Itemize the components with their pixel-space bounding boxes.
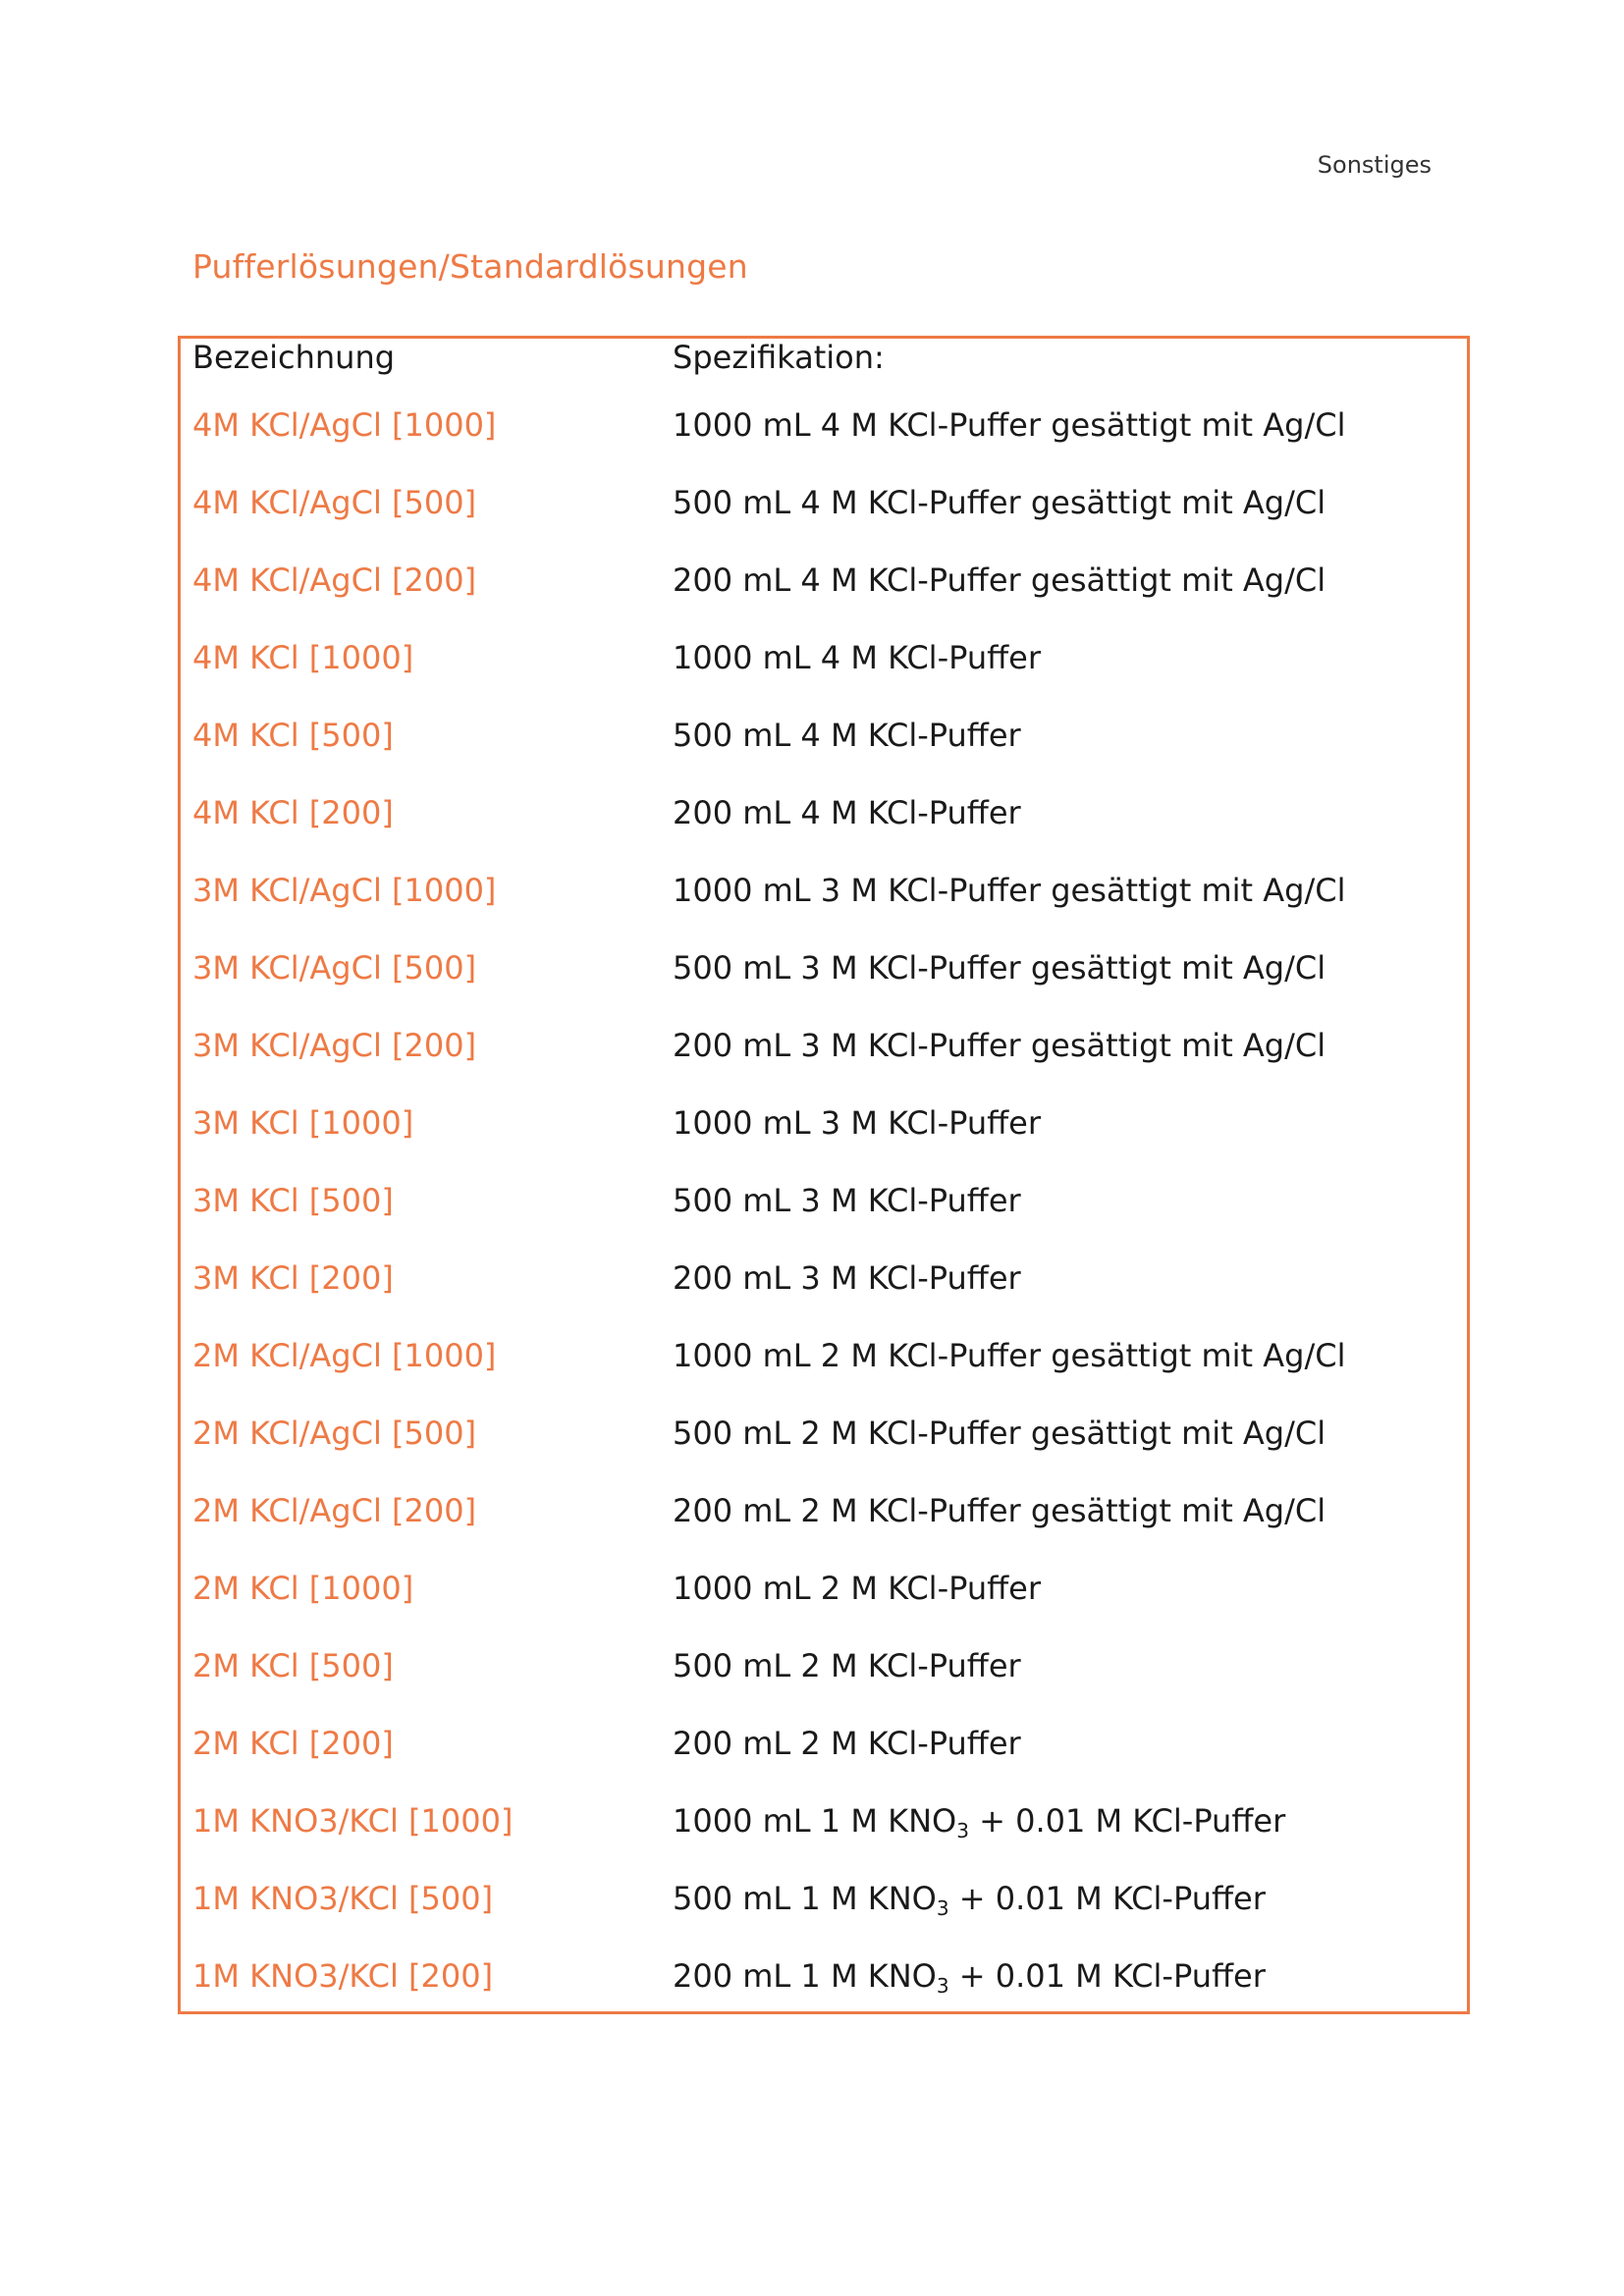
product-name: 4M KCl/AgCl [1000] [192, 406, 497, 444]
product-spec: 500 mL 3 M KCl-Puffer gesättigt mit Ag/Cl [673, 949, 1326, 987]
table-row [192, 636, 1459, 679]
product-spec: 500 mL 3 M KCl-Puffer [673, 1182, 1021, 1219]
table-row [192, 1101, 1459, 1145]
product-name: 4M KCl/AgCl [200] [192, 561, 477, 599]
product-name: 3M KCl/AgCl [200] [192, 1027, 477, 1064]
product-spec: 500 mL 2 M KCl-Puffer gesättigt mit Ag/Cl [673, 1415, 1326, 1452]
page-header-label: Sonstiges [1317, 151, 1432, 179]
product-spec: 1000 mL 4 M KCl-Puffer gesättigt mit Ag/Cl [673, 406, 1346, 444]
table-row [192, 559, 1459, 602]
table-row [192, 1954, 1459, 1998]
product-name: 3M KCl [200] [192, 1259, 394, 1297]
table-row [192, 1644, 1459, 1687]
product-name: 1M KNO3/KCl [500] [192, 1880, 494, 1917]
subscript-three: 3 [936, 1896, 949, 1920]
table-row [192, 1334, 1459, 1377]
product-spec: 200 mL 2 M KCl-Puffer [673, 1725, 1021, 1762]
product-spec: 200 mL 4 M KCl-Puffer gesättigt mit Ag/Cl [673, 561, 1326, 599]
product-name: 2M KCl/AgCl [200] [192, 1492, 477, 1529]
spec-text-end: + 0.01 M KCl-Puffer [948, 1880, 1266, 1917]
subscript-three: 3 [936, 1974, 949, 1998]
table-row [192, 403, 1459, 447]
spec-text-start: 500 mL 1 M KNO [673, 1880, 937, 1917]
table-row [192, 1412, 1459, 1455]
spec-text-end: + 0.01 M KCl-Puffer [948, 1957, 1266, 1995]
product-spec [673, 1799, 1285, 1842]
product-name: 3M KCl/AgCl [1000] [192, 872, 497, 909]
subscript-three: 3 [956, 1819, 969, 1842]
spec-text-end: + 0.01 M KCl-Puffer [968, 1802, 1286, 1840]
product-spec: 1000 mL 3 M KCl-Puffer gesättigt mit Ag/Cl [673, 872, 1346, 909]
product-name: 1M KNO3/KCl [200] [192, 1957, 494, 1995]
product-name: 4M KCl [1000] [192, 639, 414, 676]
product-spec: 200 mL 3 M KCl-Puffer [673, 1259, 1021, 1297]
table-row [192, 1179, 1459, 1222]
table-row [192, 1567, 1459, 1610]
product-spec: 1000 mL 4 M KCl-Puffer [673, 639, 1042, 676]
product-name: 4M KCl [200] [192, 794, 394, 831]
product-name: 2M KCl [1000] [192, 1570, 414, 1607]
product-name: 1M KNO3/KCl [1000] [192, 1802, 514, 1840]
table-row [192, 714, 1459, 757]
product-name: 3M KCl [500] [192, 1182, 394, 1219]
product-name: 2M KCl [200] [192, 1725, 394, 1762]
table-row [192, 1799, 1459, 1842]
table-row [192, 946, 1459, 989]
table-row [192, 1722, 1459, 1765]
column-header-spec: Spezifikation: [673, 339, 885, 376]
table-row [192, 869, 1459, 912]
table-header-row [192, 339, 1469, 378]
product-spec: 500 mL 2 M KCl-Puffer [673, 1647, 1021, 1684]
product-name: 3M KCl/AgCl [500] [192, 949, 477, 987]
table-row [192, 1024, 1459, 1067]
product-name: 2M KCl/AgCl [1000] [192, 1337, 497, 1374]
product-name: 4M KCl/AgCl [500] [192, 484, 477, 521]
product-name: 2M KCl [500] [192, 1647, 394, 1684]
product-name: 3M KCl [1000] [192, 1104, 414, 1142]
spec-text-start: 1000 mL 1 M KNO [673, 1802, 957, 1840]
table-row [192, 1877, 1459, 1920]
table-row [192, 481, 1459, 524]
product-spec: 1000 mL 2 M KCl-Puffer gesättigt mit Ag/Cl [673, 1337, 1346, 1374]
product-spec: 1000 mL 2 M KCl-Puffer [673, 1570, 1042, 1607]
spec-text-start: 200 mL 1 M KNO [673, 1957, 937, 1995]
product-spec [673, 1877, 1266, 1920]
table-row [192, 1489, 1459, 1532]
table-row [192, 791, 1459, 834]
product-name: 4M KCl [500] [192, 717, 394, 754]
product-spec [673, 1954, 1266, 1998]
product-spec: 500 mL 4 M KCl-Puffer [673, 717, 1021, 754]
product-spec: 200 mL 3 M KCl-Puffer gesättigt mit Ag/Cl [673, 1027, 1326, 1064]
product-spec: 1000 mL 3 M KCl-Puffer [673, 1104, 1042, 1142]
column-header-name: Bezeichnung [192, 339, 396, 376]
table-row [192, 1256, 1459, 1300]
product-spec: 200 mL 4 M KCl-Puffer [673, 794, 1021, 831]
section-title: Pufferlösungen/Standardlösungen [192, 247, 748, 286]
product-name: 2M KCl/AgCl [500] [192, 1415, 477, 1452]
product-spec: 200 mL 2 M KCl-Puffer gesättigt mit Ag/Cl [673, 1492, 1326, 1529]
product-spec: 500 mL 4 M KCl-Puffer gesättigt mit Ag/Cl [673, 484, 1326, 521]
